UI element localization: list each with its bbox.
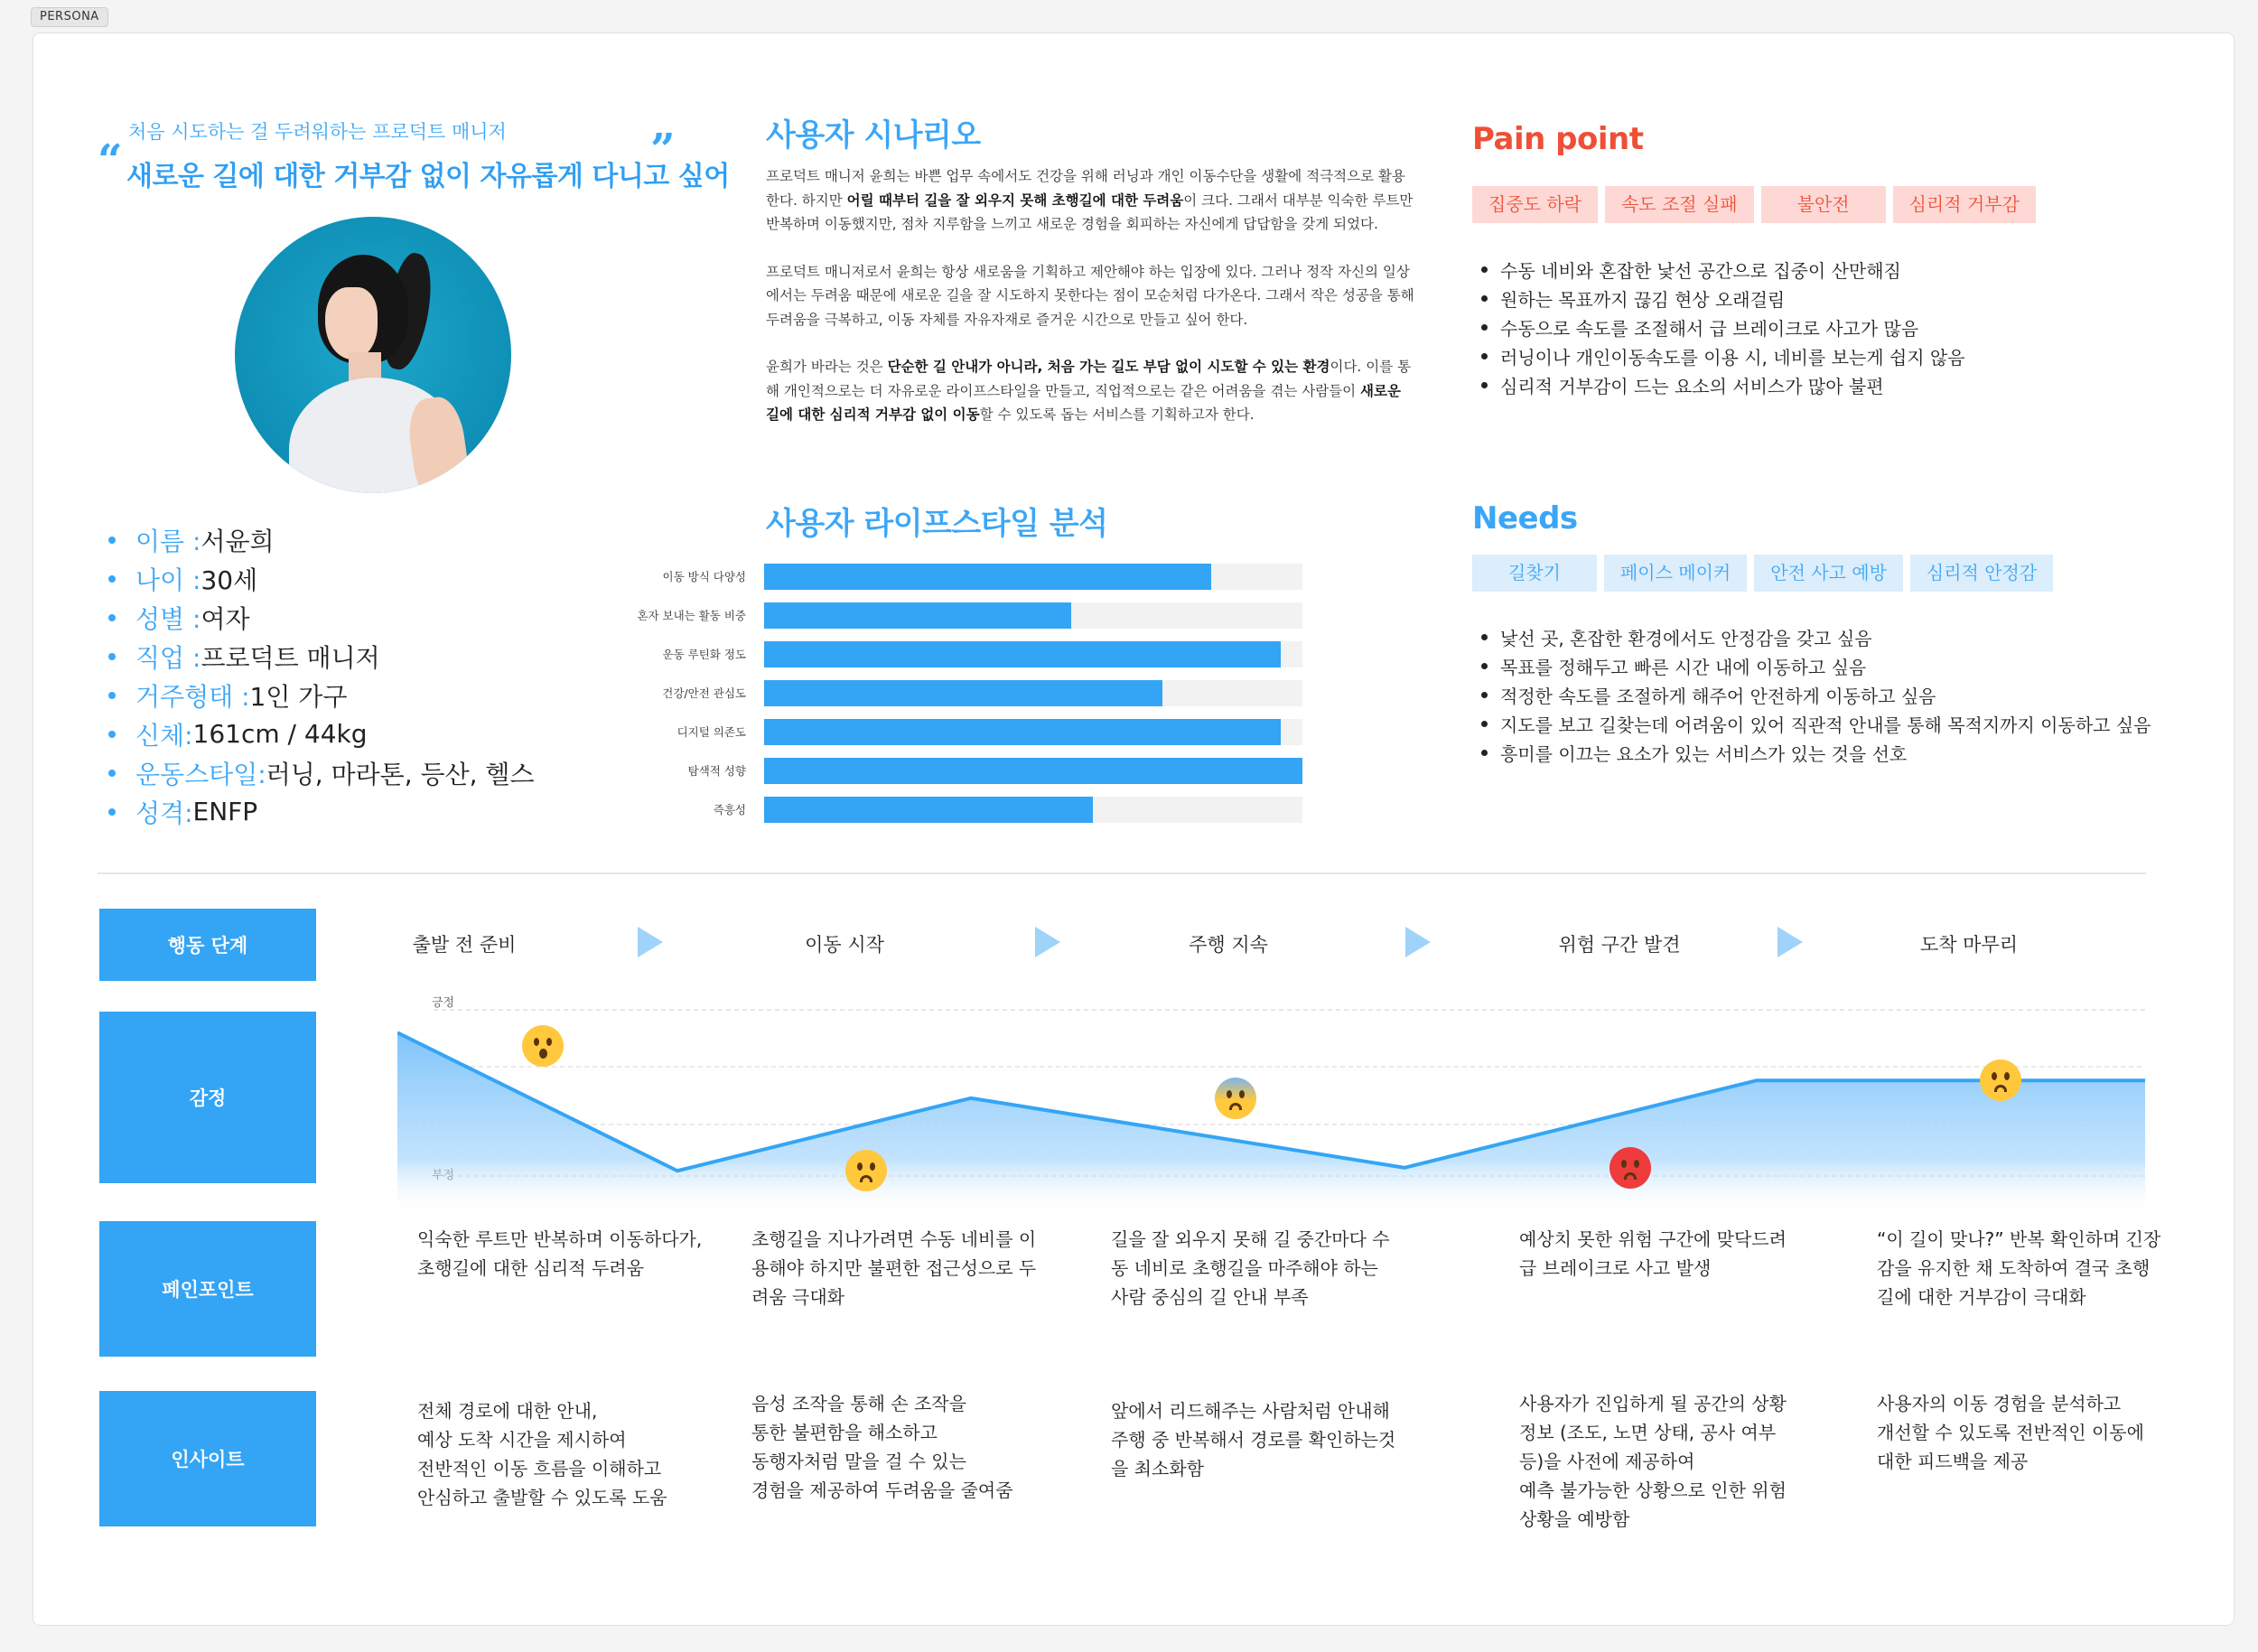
pain-tag: 불안전 [1761, 186, 1886, 223]
pain-point-title: Pain point [1472, 121, 1644, 157]
info-item-name [108, 520, 535, 559]
bullet-icon [108, 614, 116, 621]
bullet-icon [108, 808, 116, 816]
info-key: 운동스타일: [135, 759, 266, 789]
persona-tagline: 처음 시도하는 걸 두려워하는 프로덕트 매니저 [128, 121, 507, 143]
list-item: 지도를 보고 길찾는데 어려움이 있어 직관적 안내를 통해 목적지까지 이동하고 싶음 [1474, 709, 2151, 738]
list-item: 목표를 정해두고 빠른 시간 내에 이동하고 싶음 [1474, 651, 2151, 680]
scenario-text [766, 164, 1416, 451]
open-quote-mark: “ [98, 135, 123, 186]
bar-row [623, 680, 1306, 719]
pain-tag: 집중도 하락 [1472, 186, 1598, 223]
list-item: 적정한 속도를 조절하게 해주어 안전하게 이동하고 싶음 [1474, 680, 2151, 709]
bar-track [764, 564, 1302, 590]
list-item: 낯선 곳, 혼잡한 환경에서도 안정감을 갖고 싶음 [1474, 622, 2151, 651]
pain-point-tags [1472, 186, 2036, 223]
bar-track [764, 797, 1302, 823]
list-item: 원하는 목표까지 끊김 현상 오래걸림 [1474, 284, 1965, 313]
bar-label: 혼자 보내는 활동 비중 [637, 609, 746, 622]
bullet-icon [108, 653, 116, 660]
arrow-right-icon [638, 927, 663, 957]
journey-pain-5: “이 길이 맞나?” 반복 확인하며 긴장감을 유지한 채 도착하여 결국 초행길에 대한 거부감이 극대화 [1877, 1228, 2161, 1308]
scenario-paragraph-1: 프로덕트 매니저 윤희는 바쁜 업무 속에서도 건강을 위해 러닝과 개인 이동수단을 생활에 적극적으로 활용한다. 하지만 어릴 때부터 길을 잘 외우지 못해 초행길에 대한 두려움이 크다. 그래서 대부분 익숙한 루트만 반복하며 이동했지만, 점차 지루함을 느끼고 새로운 경험을 회피하는 자신에게 답답함을 갖게 되었다. [766, 168, 1414, 232]
avatar [235, 217, 511, 493]
info-value: ENFP [192, 797, 258, 826]
stage-continue: 주행 지속 [1189, 934, 1268, 956]
info-value: 161cm / 44kg [192, 719, 368, 749]
bullet-icon [108, 537, 116, 544]
info-item-body [108, 714, 535, 753]
persona-info-list [108, 520, 535, 831]
journey-pain-3: 길을 잘 외우지 못해 길 중간마다 수동 네비로 초행길을 마주해야 하는 사람 중심의 길 안내 부족 [1111, 1228, 1390, 1308]
bar-fill [764, 797, 1093, 823]
needs-tag: 길찾기 [1472, 555, 1597, 592]
info-value: 30세 [201, 565, 258, 595]
info-item-exercise [108, 753, 535, 792]
list-item: 수동으로 속도를 조절해서 급 브레이크로 사고가 많음 [1474, 313, 1965, 341]
bar-label: 건강/안전 관심도 [662, 686, 746, 700]
pain-point-list [1474, 255, 1965, 399]
frame-tag[interactable]: PERSONA [31, 7, 108, 27]
bar-track [764, 602, 1302, 629]
scenario-title: 사용자 시나리오 [766, 117, 981, 154]
axis-label-positive: 긍정 [432, 996, 455, 1010]
persona-quote: 새로운 길에 대한 거부감 없이 자유롭게 다니고 싶어 [126, 161, 730, 192]
row-label-pain: 페인포인트 [99, 1221, 316, 1357]
bar-row [623, 758, 1306, 797]
stage-start: 이동 시작 [805, 934, 884, 956]
info-value: 러닝, 마라톤, 등산, 헬스 [266, 759, 535, 789]
needs-list [1474, 622, 2151, 767]
bar-label: 이동 방식 다양성 [662, 570, 746, 583]
angry-face-icon [1610, 1147, 1651, 1189]
arrow-right-icon [1035, 927, 1060, 957]
list-item: 흥미를 이끄는 요소가 있는 서비스가 있는 것을 선호 [1474, 738, 2151, 767]
bar-label: 운동 루틴화 정도 [662, 648, 746, 661]
bar-fill [764, 564, 1211, 590]
info-item-personality [108, 792, 535, 831]
pain-tag: 심리적 거부감 [1893, 186, 2036, 223]
bar-track [764, 641, 1302, 667]
frown-face-icon [845, 1150, 887, 1191]
bullet-icon [108, 692, 116, 699]
info-value: 1인 가구 [249, 681, 348, 712]
list-item: 심리적 거부감이 드는 요소의 서비스가 많아 불편 [1474, 370, 1965, 399]
info-item-housing [108, 676, 535, 714]
bar-row [623, 564, 1306, 602]
info-key: 직업 : [135, 642, 201, 673]
scenario-paragraph-2: 프로덕트 매니저로서 윤희는 항상 새로움을 기획하고 제안해야 하는 입장에 있다. 그러나 정작 자신의 일상에서는 두려움 때문에 새로운 길을 잘 시도하지 못한다는 점이 모순처럼 다가온다. 그래서 작은 성공을 통해 두려움을 극복하고, 이동 자체를 자유자재로 즐거운 시간으로 만들고 싶어 한다. [766, 263, 1414, 328]
list-item: 러닝이나 개인이동속도를 이용 시, 네비를 보는게 쉽지 않음 [1474, 341, 1965, 370]
scenario-paragraph-3: 윤희가 바라는 것은 단순한 길 안내가 아니라, 처음 가는 길도 부담 없이 시도할 수 있는 환경이다. 이를 통해 개인적으로는 더 자유로운 라이프스타일을 만들고, 직업적으로는 같은 어려움을 겪는 사람들이 새로운 길에 대한 심리적 거부감 없이 이동할 수 있도록 돕는 서비스를 기획하고자 한다. [766, 359, 1412, 423]
info-value: 여자 [201, 603, 250, 634]
section-divider [98, 873, 2146, 874]
info-key: 성별 : [135, 603, 201, 634]
bar-fill [764, 680, 1162, 706]
info-item-age [108, 559, 535, 598]
info-value: 서윤희 [201, 526, 275, 556]
journey-pain-4: 예상치 못한 위험 구간에 맞닥드려 급 브레이크로 사고 발생 [1519, 1228, 1787, 1279]
info-item-job [108, 637, 535, 676]
row-label-stage: 행동 단계 [99, 909, 316, 981]
bar-fill [764, 758, 1302, 784]
bar-row [623, 719, 1306, 758]
bullet-icon [108, 575, 116, 583]
anxious-face-icon [1215, 1078, 1256, 1119]
bar-fill [764, 719, 1281, 745]
surprised-face-icon [522, 1025, 564, 1067]
bar-track [764, 758, 1302, 784]
needs-tag: 안전 사고 예방 [1754, 555, 1903, 592]
close-quote-mark: ” [650, 125, 676, 175]
journey-pain-2: 초행길을 지나가려면 수동 네비를 이용해야 하지만 불편한 접근성으로 두려움 극대화 [751, 1228, 1037, 1308]
bar-row [623, 641, 1306, 680]
needs-tags [1472, 555, 2053, 592]
journey-insight-4: 사용자가 진입하게 될 공간의 상황 정보 (조도, 노면 상태, 공사 여부 등)을 사전에 제공하여 예측 불가능한 상황으로 인한 위험 상황을 예방함 [1519, 1393, 1787, 1530]
needs-tag: 심리적 안정감 [1910, 555, 2053, 592]
journey-pain-1: 익숙한 루트만 반복하며 이동하다가, 초행길에 대한 심리적 두려움 [417, 1228, 703, 1279]
lifestyle-title: 사용자 라이프스타일 분석 [766, 506, 1108, 542]
needs-title: Needs [1472, 500, 1578, 537]
pain-tag: 속도 조절 실패 [1605, 186, 1754, 223]
lifestyle-bar-chart [623, 564, 1306, 835]
info-item-gender [108, 598, 535, 637]
bar-label: 디지털 의존도 [676, 725, 746, 739]
journey-insight-5: 사용자의 이동 경험을 분석하고 개선할 수 있도록 전반적인 이동에 대한 피드백을 제공 [1877, 1393, 2144, 1472]
info-key: 나이 : [135, 565, 201, 595]
arrow-right-icon [1777, 927, 1803, 957]
info-value: 프로덕트 매니저 [201, 642, 380, 673]
bullet-icon [108, 731, 116, 738]
info-key: 거주형태 : [135, 681, 250, 712]
journey-insight-3: 앞에서 리드해주는 사람처럼 안내해 주행 중 반복해서 경로를 확인하는것 을 최소화함 [1111, 1400, 1396, 1479]
row-label-insight: 인사이트 [99, 1391, 316, 1526]
bar-track [764, 719, 1302, 745]
bar-fill [764, 641, 1281, 667]
stage-prepare: 출발 전 준비 [412, 934, 517, 956]
bar-label: 탐색적 성향 [687, 764, 746, 778]
stage-arrive: 도착 마무리 [1919, 934, 2019, 956]
bar-row [623, 797, 1306, 835]
bar-label: 즉흥성 [713, 803, 746, 817]
emotion-area [397, 1032, 2145, 1215]
info-key: 성격: [135, 798, 193, 828]
bar-track [764, 680, 1302, 706]
info-key: 신체: [135, 720, 193, 751]
frown-face-icon [1980, 1059, 2021, 1101]
row-label-emotion: 감정 [99, 1012, 316, 1183]
list-item: 수동 네비와 혼잡한 낯선 공간으로 집중이 산만해짐 [1474, 255, 1965, 284]
journey-insight-1: 전체 경로에 대한 안내, 예상 도착 시간을 제시하여 전반적인 이동 흐름을 이해하고 안심하고 출발할 수 있도록 도움 [417, 1400, 667, 1508]
bar-row [623, 602, 1306, 641]
arrow-right-icon [1405, 927, 1431, 957]
needs-tag: 페이스 메이커 [1604, 555, 1747, 592]
bar-fill [764, 602, 1071, 629]
info-key: 이름 : [135, 526, 201, 556]
stage-danger: 위험 구간 발견 [1558, 934, 1681, 956]
journey-insight-2: 음성 조작을 통해 손 조작을 통한 불편함을 해소하고 동행자처럼 말을 걸 수 있는 경험을 제공하여 두려움을 줄여줌 [751, 1393, 1013, 1501]
bullet-icon [108, 770, 116, 777]
emotion-curve-chart [397, 994, 2150, 1219]
